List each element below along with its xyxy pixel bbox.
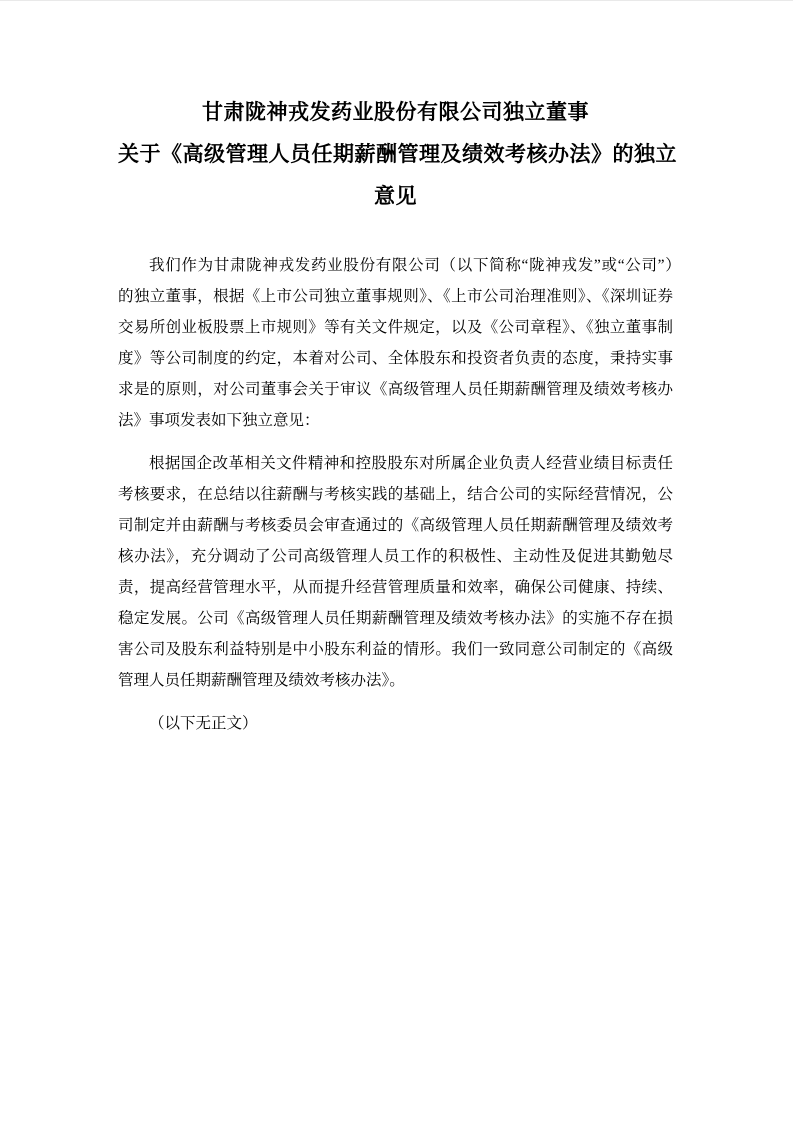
paragraph-intro-basis: 我们作为甘肃陇神戎发药业股份有限公司（以下简称“陇神戎发”或“公司”） 的独立董事，根据《上市公司独立董事规则》、《上市公司治理准则》、《深圳证券交易所创业板股票上市规则》等有关文件规定，以及《公司章程》、《独立董事制度》等公司制度的约定，本着对公司、全体股东和投资者负责的态度，秉持实事求是的原则，对公司董事会关于审议《高级管理人员任期薪酬管理及绩效考核办法》事项发表如下独立意见： — [118, 257, 689, 429]
document-title-line-3: 意见 — [374, 184, 417, 208]
document-body — [118, 250, 689, 739]
document-title — [118, 91, 677, 217]
document-title-line-2: 关于《高级管理人员任期薪酬管理及绩效考核办法》的独立 — [118, 142, 677, 166]
paragraph-no-further-text: （以下无正文） — [149, 715, 258, 732]
document-title-line-1: 甘肃陇神戎发药业股份有限公司独立董事 — [202, 100, 589, 124]
paragraph-independent-opinion: 根据国企改革相关文件精神和控股股东对所属企业负责人经营业绩目标责任考核要求，在总结以往薪酬与考核实践的基础上，结合公司的实际经营情况，公司制定并由薪酬与考核委员会审查通过的《高级管理人员任期薪酬管理及绩效考核办法》，充分调动了公司高级管理人员工作的积极性、主动性及促进其勤勉尽责，提高经营管理水平，从而提升经营管理质量和效率，确保公司健康、持续、稳定发展。公司《高级管理人员任期薪酬管理及绩效考核办法》的实施不存在损害公司及股东利益特别是中小股东利益的情形。我们一致同意公司制定的《高级管理人员任期薪酬管理及绩效考核办法》。 — [118, 455, 673, 689]
